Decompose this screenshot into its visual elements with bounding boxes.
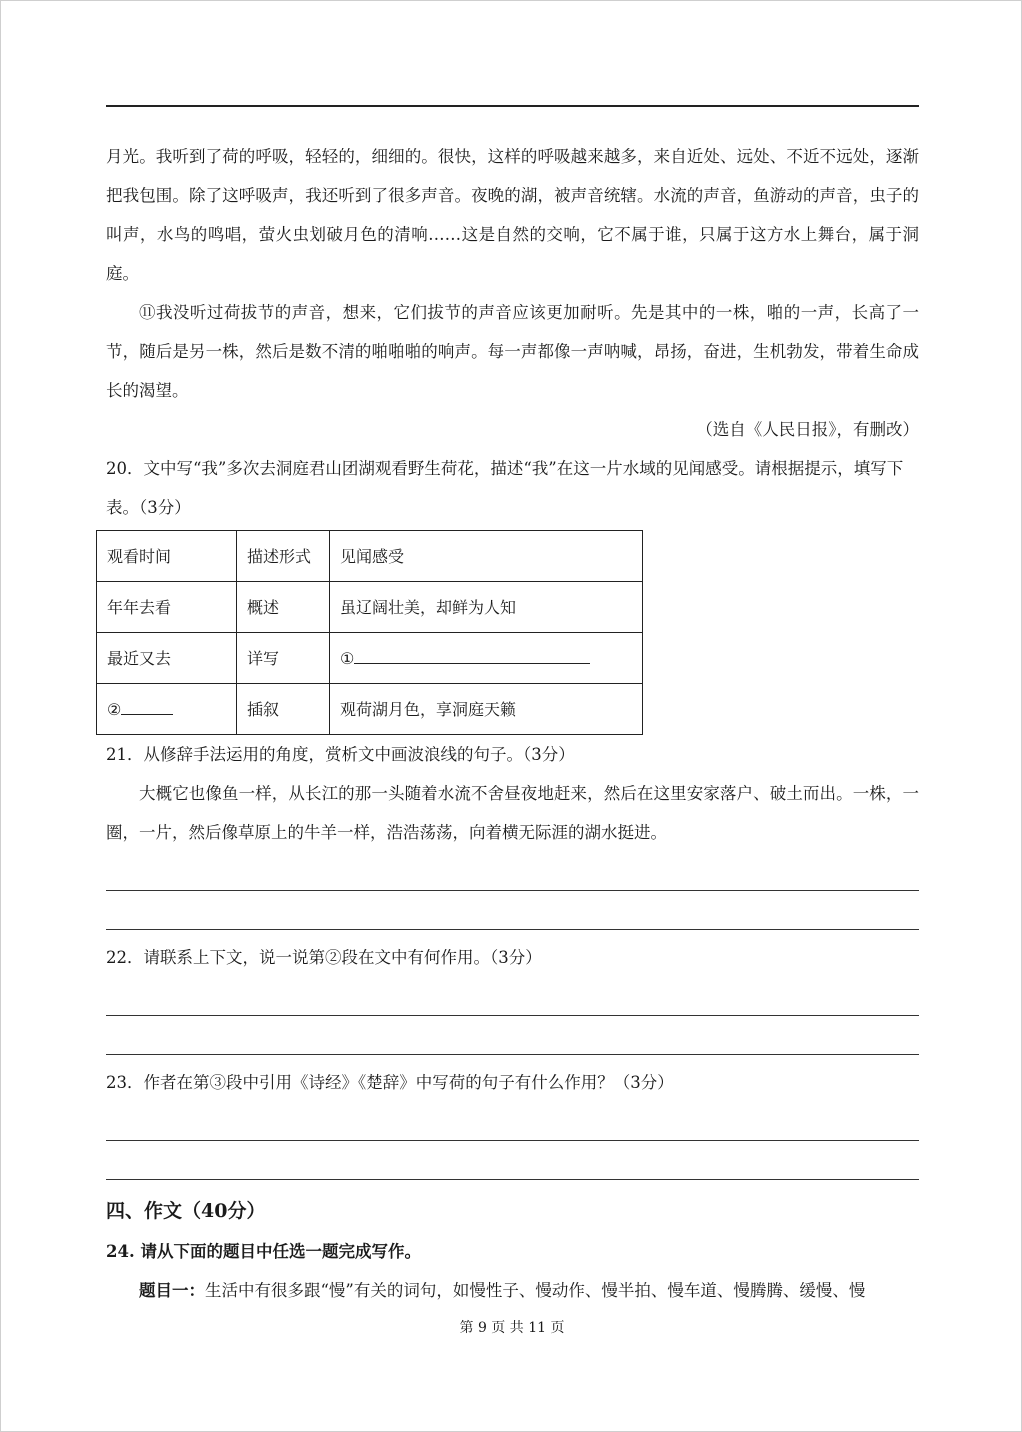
table-header-cell: 观看时间 bbox=[97, 531, 237, 582]
table-cell-blank-1[interactable] bbox=[330, 633, 643, 684]
question-21-quote: 大概它也像鱼一样，从长江的那一头随着水流不舍昼夜地赶来，然后在这里安家落户、破土而出。一株，一圈，一片，然后像草原上的牛羊一样，浩浩荡荡，向着横无际涯的湖水挺进。 bbox=[106, 784, 919, 842]
topic-one bbox=[106, 1271, 919, 1310]
question-21: 21．从修辞手法运用的角度，赏析文中画波浪线的句子。（3分） bbox=[106, 745, 575, 764]
section-title-composition: 四、作文（40分） bbox=[106, 1200, 266, 1222]
observation-table bbox=[96, 530, 643, 735]
table-cell: 虽辽阔壮美，却鲜为人知 bbox=[330, 582, 643, 633]
fill-blank-line[interactable] bbox=[354, 645, 590, 664]
table-row bbox=[97, 582, 643, 633]
table-cell-blank-2[interactable] bbox=[97, 684, 237, 735]
question-24: 24. 请从下面的题目中任选一题完成写作。 bbox=[106, 1242, 421, 1261]
answer-line[interactable] bbox=[106, 1102, 919, 1141]
topic-one-text: 生活中有很多跟“慢”有关的词句，如慢性子、慢动作、慢半拍、慢车道、慢腾腾、缓慢、慢 bbox=[205, 1281, 866, 1300]
table-cell: 观荷湖月色，享洞庭天籁 bbox=[330, 684, 643, 735]
blank-marker: ② bbox=[107, 699, 122, 719]
blank-marker: ① bbox=[340, 648, 355, 668]
page-footer: 第 9 页 共 11 页 bbox=[459, 1320, 565, 1336]
question-23: 23．作者在第③段中引用《诗经》《楚辞》中写荷的句子有什么作用？（3分） bbox=[106, 1073, 674, 1092]
table-row bbox=[97, 633, 643, 684]
answer-line[interactable] bbox=[106, 977, 919, 1016]
answer-line[interactable] bbox=[106, 891, 919, 930]
table-row bbox=[97, 684, 643, 735]
table-header-row bbox=[97, 531, 643, 582]
answer-line[interactable] bbox=[106, 852, 919, 891]
passage-source: （选自《人民日报》，有删改） bbox=[696, 420, 919, 439]
answer-line[interactable] bbox=[106, 1016, 919, 1055]
question-22: 22．请联系上下文，说一说第②段在文中有何作用。（3分） bbox=[106, 948, 542, 967]
fill-blank-line[interactable] bbox=[121, 696, 173, 715]
header-rule bbox=[106, 105, 919, 107]
page-content bbox=[106, 137, 919, 1310]
passage-paragraph-10: 月光。我听到了荷的呼吸，轻轻的，细细的。很快，这样的呼吸越来越多，来自近处、远处、不近不远处，逐渐把我包围。除了这呼吸声，我还听到了很多声音。夜晚的湖，被声音统辖。水流的声音，鱼游动的声音，虫子的叫声，水鸟的鸣唱，萤火虫划破月色的清响……这是自然的交响，它不属于谁，只属于这方水上舞台，属于洞庭。 bbox=[106, 147, 919, 283]
table-cell: 插叙 bbox=[237, 684, 330, 735]
answer-line[interactable] bbox=[106, 1141, 919, 1180]
table-cell: 概述 bbox=[237, 582, 330, 633]
topic-one-label: 题目一： bbox=[139, 1281, 205, 1300]
table-header-cell: 见闻感受 bbox=[330, 531, 643, 582]
table-cell: 详写 bbox=[237, 633, 330, 684]
table-cell: 最近又去 bbox=[97, 633, 237, 684]
table-header-cell: 描述形式 bbox=[237, 531, 330, 582]
table-cell: 年年去看 bbox=[97, 582, 237, 633]
passage-paragraph-11: ⑪我没听过荷拔节的声音，想来，它们拔节的声音应该更加耐听。先是其中的一株，啪的一声，长高了一节，随后是另一株，然后是数不清的啪啪啪的响声。每一声都像一声呐喊，昂扬，奋进，生机勃发，带着生命成长的渴望。 bbox=[106, 303, 919, 400]
question-20: 20．文中写“我”多次去洞庭君山团湖观看野生荷花，描述“我”在这一片水域的见闻感受。请根据提示，填写下表。（3分） bbox=[106, 459, 904, 517]
